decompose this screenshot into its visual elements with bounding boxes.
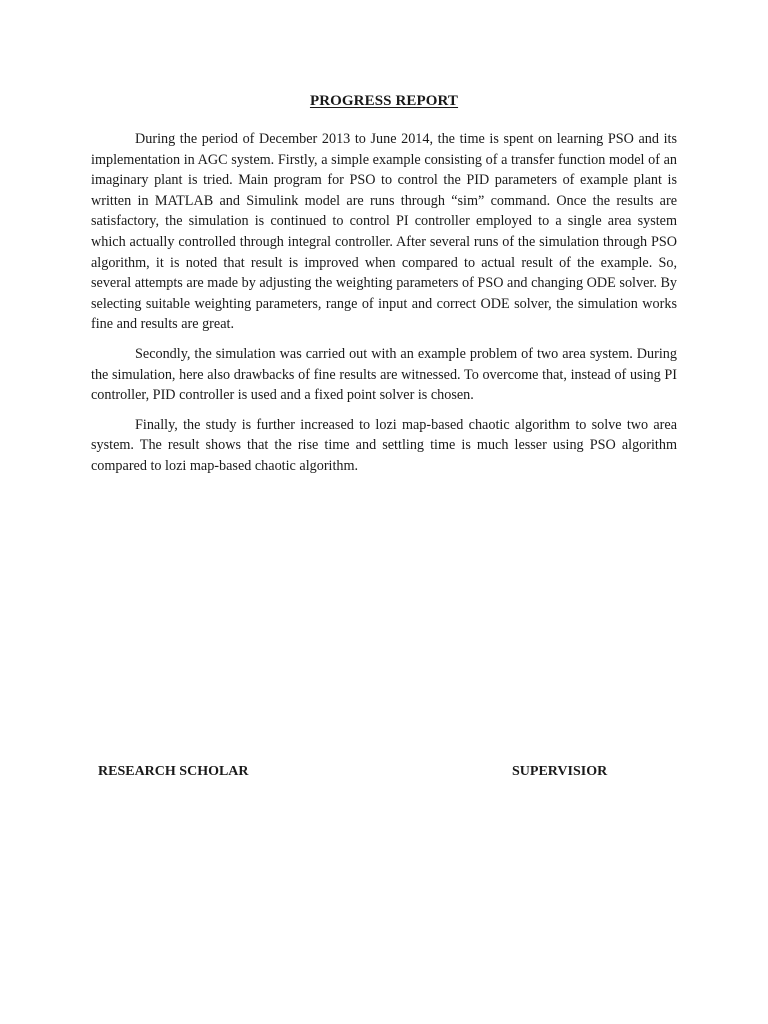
paragraph-3: Finally, the study is further increased to lozi map-based chaotic algorithm to solve two area system. The result shows that the rise time and settling time is much lesser using PSO algorithm compared to lozi map-based chaotic algorithm. <box>91 416 677 474</box>
report-body <box>91 129 677 486</box>
paragraph-1: During the period of December 2013 to June 2014, the time is spent on learning PSO and its implementation in AGC system. Firstly, a simple example consisting of a transfer function model of an imaginary plant is tried. Main program for PSO to control the PID parameters of example plant is written in MATLAB and Simulink model are runs through “sim” command. Once the results are satisfactory, the simulation is continued to control PI controller employed to a single area system which actually controlled through integral controller. After several runs of the simulation through PSO algorithm, it is noted that result is improved when compared to actual result of the example. So, several attempts are made by adjusting the weighting parameters of PSO and changing ODE solver. By selecting suitable weighting parameters, range of input and correct ODE solver, the simulation works fine and results are great. <box>91 131 677 333</box>
supervisor-signature-label: SUPERVISIOR <box>512 764 608 779</box>
research-scholar-signature-label: RESEARCH SCHOLAR <box>98 764 249 779</box>
report-title: PROGRESS REPORT <box>309 93 459 109</box>
paragraph-2: Secondly, the simulation was carried out with an example problem of two area system. During the simulation, here also drawbacks of fine results are witnessed. To overcome that, instead of using PI controller, PID controller is used and a fixed point solver is chosen. <box>91 345 677 404</box>
